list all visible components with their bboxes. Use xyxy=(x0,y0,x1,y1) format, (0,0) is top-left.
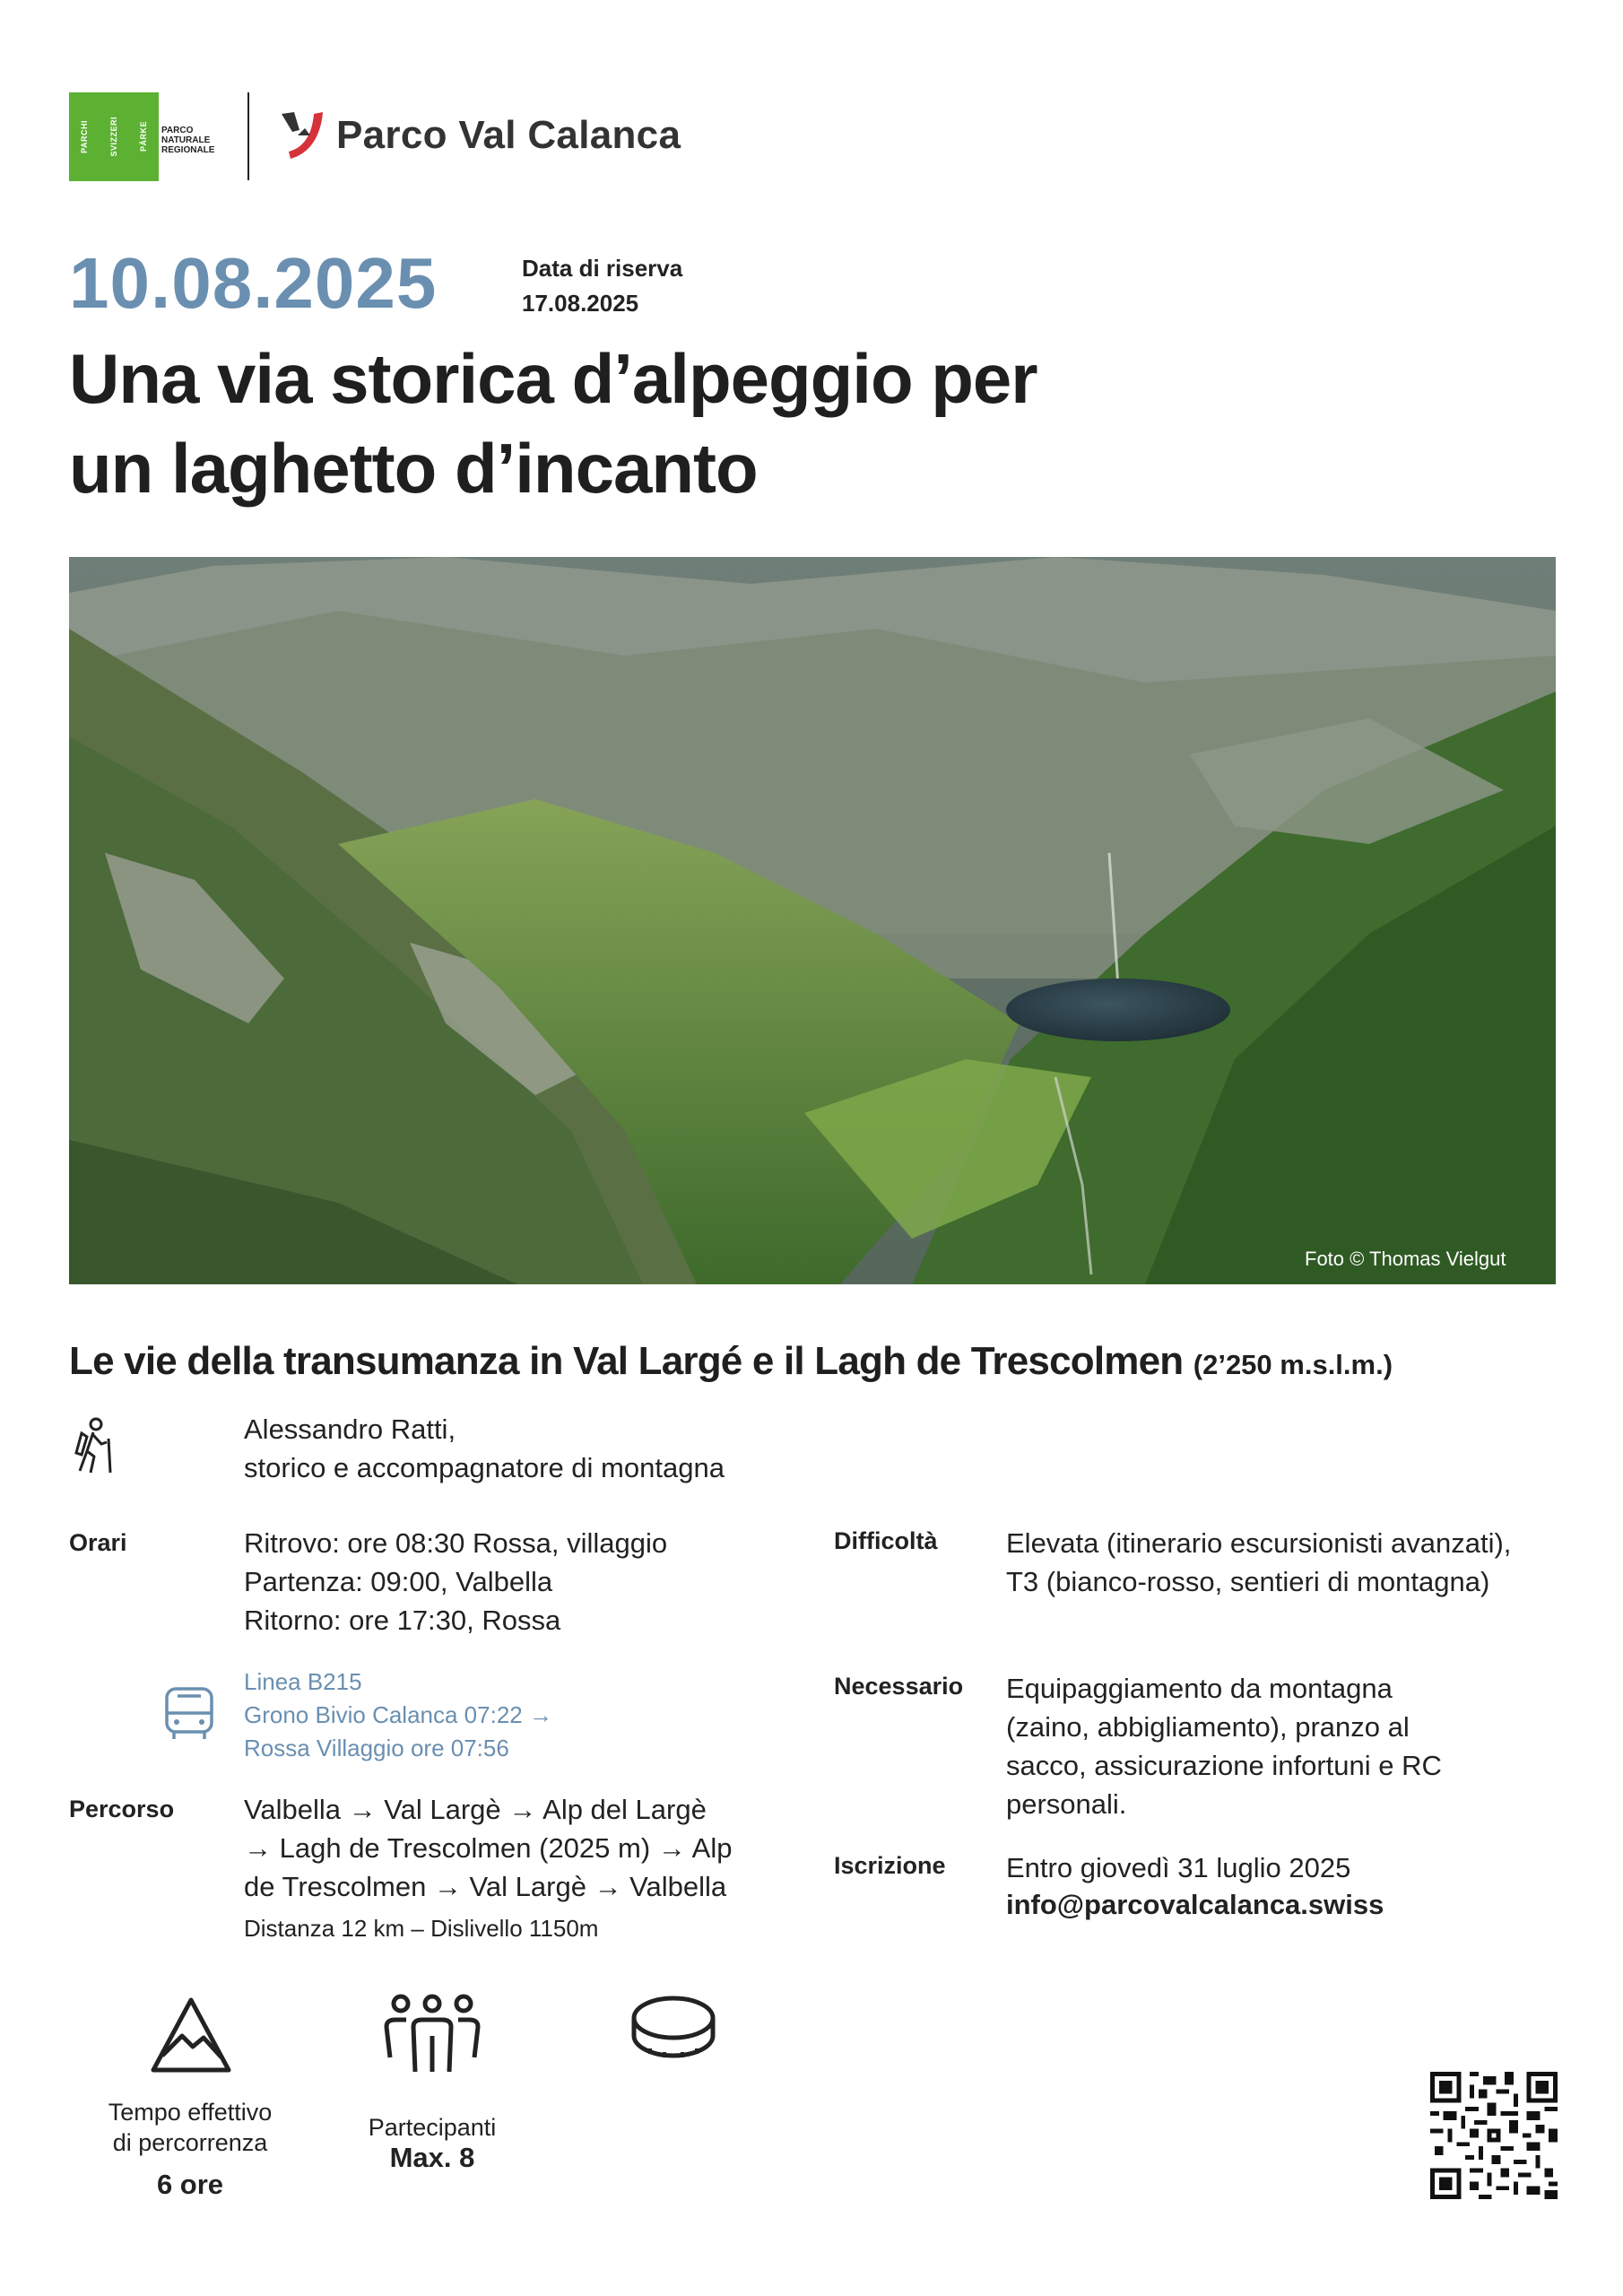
logo-divider xyxy=(247,92,249,180)
parks-logo-word-2: SVIZZERI xyxy=(108,117,118,157)
bus-to: Rossa Villaggio ore 07:56 xyxy=(244,1735,509,1761)
event-date: 10.08.2025 xyxy=(69,243,438,323)
participants-value: Max. 8 xyxy=(389,2142,475,2173)
title-line-1: Una via storica d’alpeggio per xyxy=(69,339,1037,418)
bus-line: Linea B215 xyxy=(244,1668,362,1695)
qr-code-icon[interactable] xyxy=(1430,2072,1558,2199)
percorso-line-1: Valbella → Val Largè → Alp del Largè xyxy=(244,1794,707,1825)
swiss-parks-logo xyxy=(69,92,159,181)
park-name: Parco Val Calanca xyxy=(336,113,681,157)
necessario-details xyxy=(1006,1669,1442,1823)
percorso-stats: Distanza 12 km – Dislivello 1150m xyxy=(244,1915,599,1942)
participants-label: Partecipanti xyxy=(368,2114,497,2141)
page-title xyxy=(69,334,1414,513)
parks-logo-word-1: PARCHI xyxy=(79,120,89,153)
necessario-line-4: personali. xyxy=(1006,1788,1127,1820)
parks-logo-word-3: PÄRKE xyxy=(139,121,149,152)
orari-details xyxy=(244,1524,667,1639)
guide-name: Alessandro Ratti, xyxy=(244,1413,456,1445)
orari-line-3: Ritorno: ore 17:30, Rossa xyxy=(244,1605,561,1636)
iscrizione-deadline: Entro giovedì 31 luglio 2025 xyxy=(1006,1852,1351,1883)
bus-connection xyxy=(244,1665,552,1765)
necessario-label: Necessario xyxy=(834,1673,964,1700)
orari-line-2: Partenza: 09:00, Valbella xyxy=(244,1566,553,1597)
event-subtitle xyxy=(69,1339,1393,1384)
percorso-details xyxy=(244,1790,732,1906)
difficolta-details xyxy=(1006,1524,1511,1601)
necessario-line-1: Equipaggiamento da montagna xyxy=(1006,1673,1393,1704)
hiker-icon xyxy=(69,1417,114,1474)
subtitle-text: Le vie della transumanza in Val Largé e il Lagh de Trescolmen xyxy=(69,1339,1184,1383)
percorso-line-3: de Trescolmen → Val Largè → Valbella xyxy=(244,1871,727,1902)
guide-info xyxy=(244,1410,725,1487)
bus-icon xyxy=(163,1686,215,1742)
iscrizione-email[interactable]: info@parcovalcalanca.swiss xyxy=(1006,1889,1384,1920)
reserve-date: 17.08.2025 xyxy=(522,290,639,317)
percorso-label: Percorso xyxy=(69,1796,175,1822)
reserve-date-block xyxy=(522,251,682,321)
difficolta-line-1: Elevata (itinerario escursionisti avanzati), xyxy=(1006,1527,1512,1559)
subtitle-altitude: (2’250 m.s.l.m.) xyxy=(1193,1349,1393,1380)
guide-role: storico e accompagnatore di montagna xyxy=(244,1452,725,1483)
title-line-2: un laghetto d’incanto xyxy=(69,429,758,508)
difficolta-line-2: T3 (bianco-rosso, sentieri di montagna) xyxy=(1006,1566,1490,1597)
difficolta-label: Difficoltà xyxy=(834,1527,938,1554)
time-label-line-1: Tempo effettivo xyxy=(108,2099,273,2126)
orari-line-1: Ritrovo: ore 08:30 Rossa, villaggio xyxy=(244,1527,668,1559)
orari-label: Orari xyxy=(69,1529,127,1556)
percorso-line-2: → Lagh de Trescolmen (2025 m) → Alp xyxy=(244,1832,733,1864)
parco-val-calanca-logo-icon xyxy=(280,109,326,162)
participants-icon xyxy=(381,1991,483,2081)
necessario-line-3: sacco, assicurazione infortuni e RC xyxy=(1006,1750,1442,1781)
reserve-date-label: Data di riserva xyxy=(522,255,683,282)
time-label xyxy=(69,2097,311,2158)
time-label-line-2: di percorrenza xyxy=(112,2129,268,2156)
mountain-icon xyxy=(146,1991,236,2081)
iscrizione-label: Iscrizione xyxy=(834,1852,946,1879)
time-value: 6 ore xyxy=(156,2169,224,2200)
parks-logo-tagline: PARCO NATURALE REGIONALE xyxy=(161,126,215,155)
photo-credit: Foto © Thomas Vielgut xyxy=(1305,1248,1506,1270)
bus-from: Grono Bivio Calanca 07:22 → xyxy=(244,1701,552,1728)
landscape-photo xyxy=(69,557,1556,1284)
necessario-line-2: (zaino, abbigliamento), pranzo al xyxy=(1006,1711,1410,1743)
coin-icon xyxy=(630,1993,716,2065)
